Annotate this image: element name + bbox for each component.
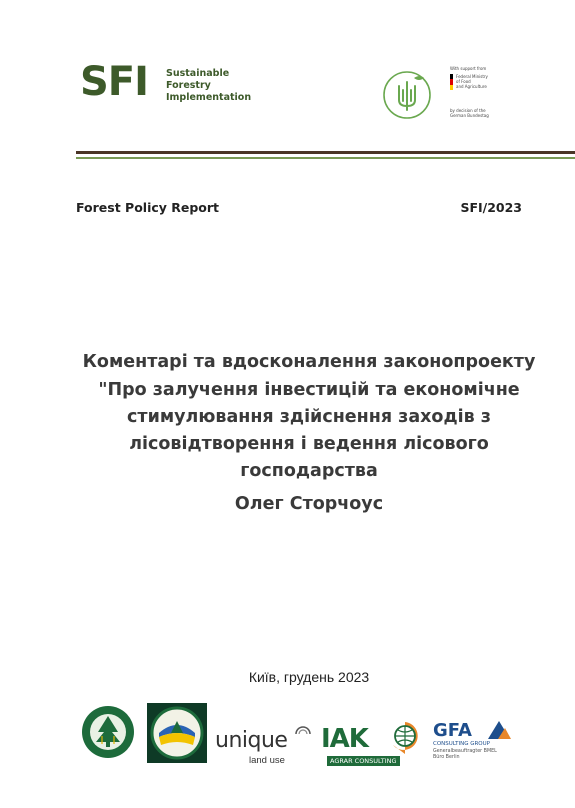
gfa-consulting-logo (433, 720, 523, 770)
forest-association-logo (147, 703, 207, 763)
german-flag-icon (450, 74, 453, 90)
ministry-name: Federal Ministry of Food and Agriculture (456, 74, 488, 89)
iak-agrar-consulting-logo (321, 718, 427, 768)
support-label: With support from (450, 66, 487, 71)
title-block (66, 347, 552, 519)
report-number: SFI/2023 (460, 200, 522, 215)
german-ministry-logo (450, 66, 530, 122)
author-name: Олег Сторчоус (234, 494, 384, 514)
sfi-logo-wordmark (166, 68, 251, 104)
unique-logo-tagline: land use (249, 755, 285, 766)
forestry-society-logo (80, 702, 136, 762)
iak-logo-tagline: AGRAR CONSULTING (327, 756, 400, 766)
title-heading: Коментарі та вдосконалення законопроекту (82, 352, 536, 372)
gfa-office-note: Generalbeauftragter BMEL Büro Berlin (433, 749, 497, 760)
unique-logo-name: unique (215, 728, 288, 753)
header-rule-green (76, 157, 575, 159)
unique-arc-icon (293, 722, 313, 742)
sfi-logo-mark: SFI (80, 59, 149, 105)
iak-logo-name: IAK (321, 724, 368, 754)
sfi-logo-word: Forestry (166, 80, 211, 91)
header-rule-dark (76, 151, 575, 154)
ministry-trident-emblem (382, 70, 432, 120)
report-type: Forest Policy Report (76, 200, 220, 215)
gfa-logo-name: GFA (433, 720, 472, 741)
gfa-triangle-icon (486, 720, 512, 740)
sfi-logo-word: Sustainable (166, 68, 230, 79)
unique-land-use-logo (215, 722, 315, 768)
gfa-logo-tagline: CONSULTING GROUP (433, 741, 490, 747)
title-bill-name: "Про залучення інвестицій та економічне стимулювання здійснення заходів з лісовідтворення і ведення лісового господарства (98, 380, 520, 481)
iak-globe-icon (387, 720, 423, 756)
sfi-logo-word: Implementation (166, 92, 252, 103)
place-date: Київ, грудень 2023 (248, 669, 370, 685)
parliament-note: by decision of the German Bundestag (450, 108, 489, 118)
